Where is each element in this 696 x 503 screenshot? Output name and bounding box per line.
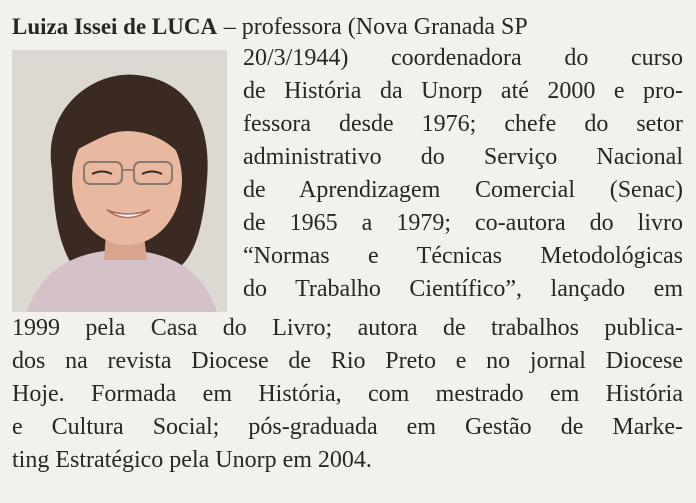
person-name: Luiza Issei de LUCA (12, 14, 218, 39)
bio-text-line: do Trabalho Científico”, lançado em (243, 276, 683, 302)
bio-text-line: Hoje. Formada em História, com mestrado em História (12, 381, 683, 407)
bio-text-line: de História da Unorp até 2000 e pro- (243, 78, 683, 104)
bio-text-line: 20/3/1944) coordenadora do curso (243, 45, 683, 71)
bio-text-line: administrativo do Serviço Nacional (243, 144, 683, 170)
bio-text-line: “Normas e Técnicas Metodológicas (243, 243, 683, 269)
bio-text-line: – professora (Nova Granada SP (223, 14, 528, 40)
bio-text-line: dos na revista Diocese de Rio Preto e no jornal Diocese (12, 348, 683, 374)
bio-text-line: de 1965 a 1979; co-autora do livro (243, 210, 683, 236)
bio-text-line: fessora desde 1976; chefe do setor (243, 111, 683, 137)
bio-text-line: e Cultura Social; pós-graduada em Gestão de Marke- (12, 414, 683, 440)
bio-text-line: de Aprendizagem Comercial (Senac) (243, 177, 683, 203)
portrait-image (12, 50, 227, 312)
bio-text-line: ting Estratégico pela Unorp em 2004. (12, 447, 372, 473)
portrait-photo (12, 50, 227, 312)
bio-line-1 (12, 12, 688, 41)
bio-text-line: 1999 pela Casa do Livro; autora de trabalhos publica- (12, 315, 683, 341)
